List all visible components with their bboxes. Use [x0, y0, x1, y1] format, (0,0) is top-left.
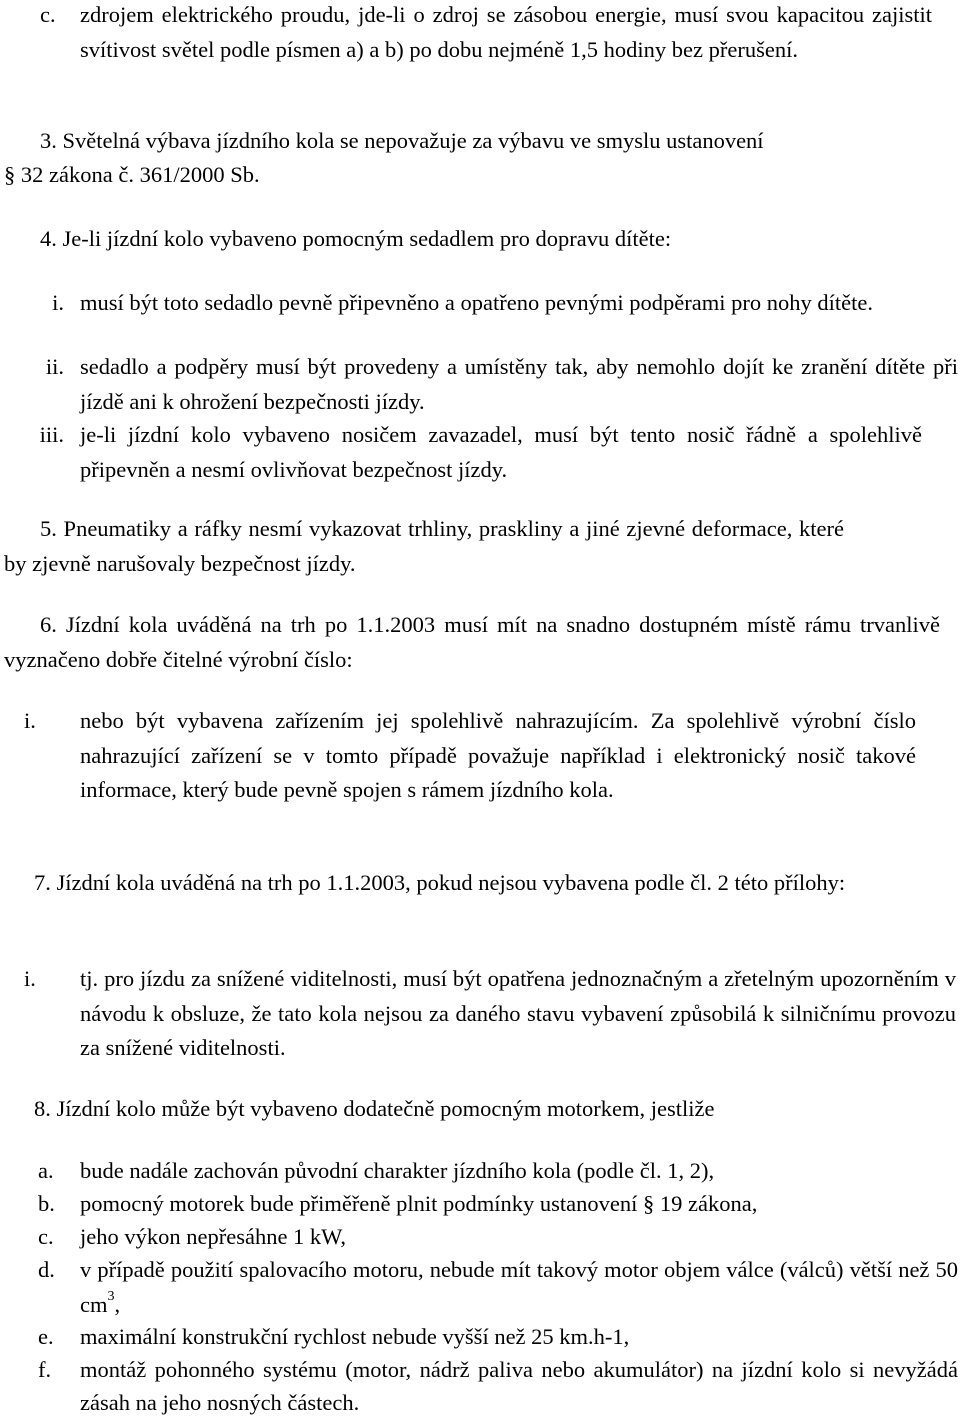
section-3-line-2: § 32 zákona č. 361/2000 Sb.	[4, 162, 260, 187]
section-8-item-e-label: e.	[38, 1324, 54, 1349]
section-8-item-b-label: b.	[38, 1191, 55, 1216]
section-4-item-i-text: musí být toto sedadlo pevně připevněno a opatřeno pevnými podpěrami pro nohy dítěte.	[80, 290, 873, 315]
item-c-label: c.	[40, 2, 56, 27]
section-4-item-ii-label: ii.	[45, 354, 64, 379]
section-8-item-e-text: maximální konstrukční rychlost nebude vyšší než 25 km.h-1,	[80, 1324, 630, 1349]
section-8-item-a-text: bude nadále zachován původní charakter jízdního kola (podle čl. 1, 2),	[80, 1158, 715, 1183]
section-4-item-iii-label: iii.	[39, 422, 64, 447]
section-6-item-i-text: nebo být vybavena zařízením jej spolehlivě nahrazujícím. Za spolehlivě výrobní číslo nahrazující zařízení se v tomto případě považuje například i elektronický nosič takové informace, který bude pevně spojen s rámem jízdního kola.	[80, 708, 916, 802]
section-8-item-d-superscript: 3	[107, 1289, 115, 1304]
section-4-item-iii-text: je-li jízdní kolo vybaveno nosičem zavazadel, musí být tento nosič řádně a spolehlivě připevněn a nesmí ovlivňovat bezpečnost jízdy.	[80, 422, 922, 482]
section-4-item-ii-text: sedadlo a podpěry musí být provedeny a umístěny tak, aby nemohlo dojít ke zranění dítěte při jízdě ani k ohrožení bezpečnosti jízdy.	[80, 354, 958, 414]
section-8-item-d-main: v případě použití spalovacího motoru, nebude mít takový motor objem válce (válců) větší než 50 cm	[80, 1257, 958, 1317]
section-8-item-f-text: montáž pohonného systému (motor, nádrž paliva nebo akumulátor) na jízdní kolo si nevyžádá zásah na jeho nosných částech.	[80, 1357, 958, 1415]
section-7-item-i-label: i.	[24, 966, 36, 991]
section-8-item-d-label: d.	[38, 1257, 55, 1282]
section-6-item-i-label: i.	[24, 708, 36, 733]
section-7-text: 7. Jízdní kola uváděná na trh po 1.1.2003, pokud nejsou vybavena podle čl. 2 této přílohy:	[34, 870, 846, 895]
section-8-item-f-label: f.	[38, 1357, 52, 1382]
section-8-item-b-text: pomocný motorek bude přiměřeně plnit podmínky ustanovení § 19 zákona,	[80, 1191, 758, 1216]
section-8-item-c-text: jeho výkon nepřesáhne 1 kW,	[80, 1224, 346, 1249]
section-8-item-a-label: a.	[38, 1158, 54, 1183]
section-8-item-c-label: c.	[38, 1224, 54, 1249]
item-c-text: zdrojem elektrického proudu, jde-li o zdroj se zásobou energie, musí svou kapacitou zajistit svítivost světel podle písmen a) a b) po dobu nejméně 1,5 hodiny bez přerušení.	[80, 2, 932, 62]
section-8-heading: 8. Jízdní kolo může být vybaveno dodatečně pomocným motorkem, jestliže	[34, 1096, 715, 1121]
section-4-item-i-label: i.	[52, 290, 64, 315]
section-8-item-d-trailing: ,	[114, 1291, 121, 1317]
section-5-text: 5. Pneumatiky a ráfky nesmí vykazovat trhliny, praskliny a jiné zjevné deformace, které by zjevně narušovaly bezpečnost jízdy.	[4, 516, 844, 576]
section-8-item-d-text	[80, 1253, 958, 1322]
section-6-text: 6. Jízdní kola uváděná na trh po 1.1.2003 musí mít na snadno dostupném místě rámu trvanlivě vyznačeno dobře čitelné výrobní číslo:	[4, 612, 940, 672]
section-7-item-i-text: tj. pro jízdu za snížené viditelnosti, musí být opatřena jednoznačným a zřetelným upozorněním v návodu k obsluze, že tato kola nejsou za daného stavu vybavení způsobilá k silničnímu provozu za snížené viditelnosti.	[80, 966, 956, 1060]
section-3-line-1: 3. Světelná výbava jízdního kola se nepovažuje za výbavu ve smyslu ustanovení	[40, 128, 764, 153]
section-4-heading: 4. Je-li jízdní kolo vybaveno pomocným sedadlem pro dopravu dítěte:	[40, 226, 672, 251]
